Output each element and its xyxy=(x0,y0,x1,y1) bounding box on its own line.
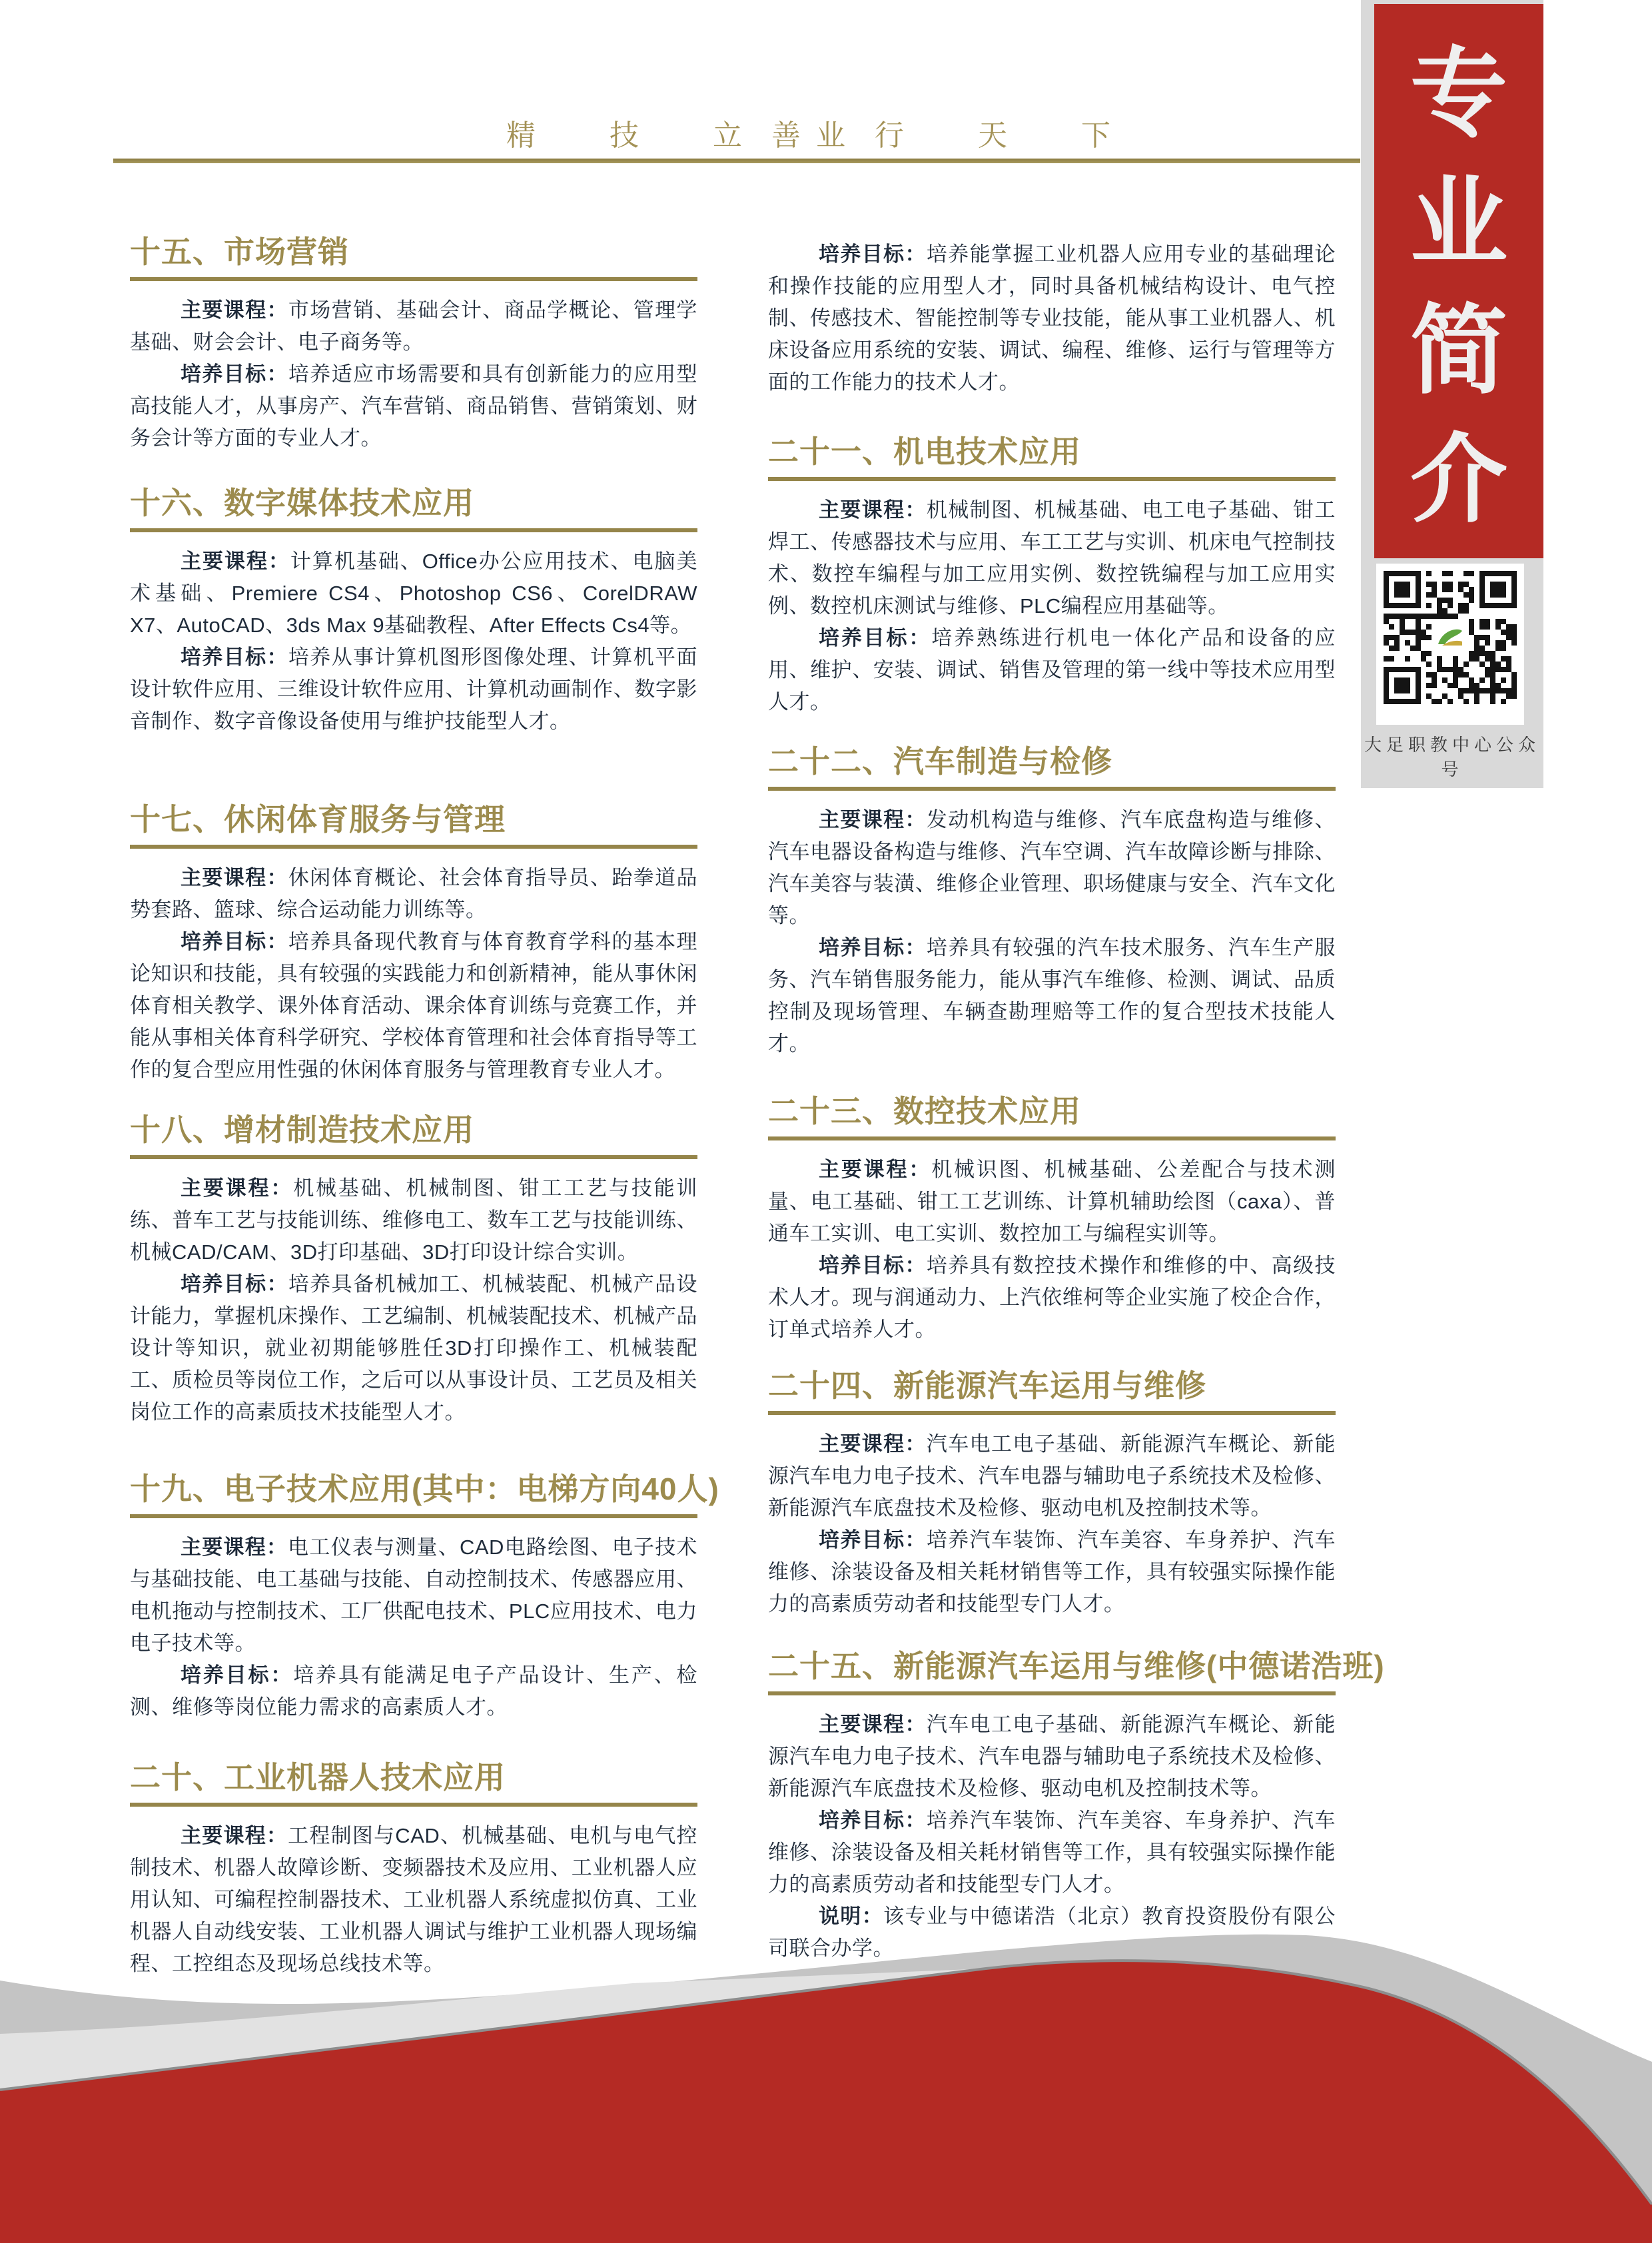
paragraph-label: 主要课程： xyxy=(181,866,288,889)
paragraph-label: 主要课程： xyxy=(819,498,927,522)
paragraph-label: 说明： xyxy=(819,1905,884,1928)
paragraph-label: 培养目标： xyxy=(819,936,927,959)
program-section xyxy=(768,238,1336,398)
paragraph: 培养目标：培养能掌握工业机器人应用专业的基础理论和操作技能的应用型人才，同时具备机械结构设计、电气控制、传感技术、智能控制等专业技能，能从事工业机器人、机床设备应用系统的安装、调试、编程、维修、运行与管理等方面的工作能力的技术人才。 xyxy=(768,242,1336,394)
paragraph: 主要课程：市场营销、基础会计、商品学概论、管理学基础、财会会计、电子商务等。 xyxy=(130,298,698,354)
section-paragraphs xyxy=(768,238,1336,398)
section-title: 十五、市场营销 xyxy=(130,234,349,269)
section-title: 十七、休闲体育服务与管理 xyxy=(130,802,506,837)
section-underline xyxy=(130,1514,697,1518)
paragraph-label: 培养目标： xyxy=(181,1272,288,1296)
program-section xyxy=(768,743,1336,1060)
paragraph-label: 培养目标： xyxy=(819,626,932,650)
program-section xyxy=(768,433,1336,718)
section-paragraphs xyxy=(130,294,697,454)
section-underline xyxy=(768,787,1336,791)
paragraph: 培养目标：培养具有数控技术操作和维修的中、高级技术人才。现与润通动力、上汽依维柯等企业实施了校企合作，订单式培养人才。 xyxy=(768,1254,1336,1341)
paragraph: 主要课程：汽车电工电子基础、新能源汽车概论、新能源汽车电力电子技术、汽车电器与辅助电子系统技术及检修、新能源汽车底盘技术及检修、驱动电机及控制技术等。 xyxy=(768,1432,1336,1520)
paragraph-label: 培养目标： xyxy=(181,646,288,669)
section-title: 二十、工业机器人技术应用 xyxy=(130,1760,506,1795)
section-underline xyxy=(768,477,1336,481)
paragraph-label: 主要课程： xyxy=(181,1824,288,1847)
paragraph: 主要课程：计算机基础、Office办公应用技术、电脑美术基础、Premiere CS4、Photoshop CS6、CorelDRAW X7、AutoCAD、3ds Max 9基础教程、After Effects Cs4等。 xyxy=(130,550,698,637)
paragraph: 主要课程：电工仪表与测量、CAD电路绘图、电子技术与基础技能、电工基础与技能、自动控制技术、传感器应用、电机拖动与控制技术、工厂供配电技术、PLC应用技术、电力电子技术等。 xyxy=(130,1536,698,1655)
qr-code-image xyxy=(1384,571,1517,704)
paragraph: 主要课程：工程制图与CAD、机械基础、电机与电气控制技术、机器人故障诊断、变频器技术及应用、工业机器人应用认知、可编程控制器技术、工业机器人系统虚拟仿真、工业机器人自动线安装、工业机器人调试与维护工业机器人现场编程、工控组态及现场总线技术等。 xyxy=(130,1824,698,1975)
paragraph: 主要课程：发动机构造与维修、汽车底盘构造与维修、汽车电器设备构造与维修、汽车空调、汽车故障诊断与排除、汽车美容与装潢、维修企业管理、职场健康与安全、汽车文化等。 xyxy=(768,808,1336,927)
section-paragraphs xyxy=(768,1428,1336,1620)
paragraph-label: 培养目标： xyxy=(819,1254,927,1277)
section-underline xyxy=(130,1803,697,1807)
paragraph: 培养目标：培养适应市场需要和具有创新能力的应用型高技能人才，从事房产、汽车营销、商品销售、营销策划、财务会计等方面的专业人才。 xyxy=(130,362,698,450)
header-motto-left: 精 技 立 业 xyxy=(506,119,879,152)
paragraph-label: 培养目标： xyxy=(181,1663,294,1687)
paragraph-label: 主要课程： xyxy=(181,1176,294,1200)
paragraph: 培养目标：培养汽车装饰、汽车美容、车身养护、汽车维修、涂装设备及相关耗材销售等工作，具有较强实际操作能力的高素质劳动者和技能型专门人才。 xyxy=(768,1528,1336,1615)
section-underline xyxy=(768,1691,1336,1695)
section-paragraphs xyxy=(768,494,1336,718)
section-paragraphs xyxy=(130,1532,697,1723)
bottom-wave-decoration xyxy=(0,1895,1652,2243)
program-section xyxy=(130,1470,719,1723)
program-section xyxy=(130,233,697,454)
section-underline xyxy=(130,1155,697,1159)
paragraph: 培养目标：培养从事计算机图形图像处理、计算机平面设计软件应用、三维设计软件应用、计算机动画制作、数字影音制作、数字音像设备使用与维护技能型人才。 xyxy=(130,646,698,733)
section-title: 二十四、新能源汽车运用与维修 xyxy=(768,1368,1206,1403)
paragraph: 主要课程：汽车电工电子基础、新能源汽车概论、新能源汽车电力电子技术、汽车电器与辅助电子系统技术及检修、新能源汽车底盘技术及检修、驱动电机及控制技术等。 xyxy=(768,1713,1336,1800)
section-paragraphs xyxy=(768,1154,1336,1346)
paragraph-label: 培养目标： xyxy=(819,242,927,266)
paragraph: 主要课程：机械基础、机械制图、钳工工艺与技能训练、普车工艺与技能训练、维修电工、数车工艺与技能训练、机械CAD/CAM、3D打印基础、3D打印设计综合实训。 xyxy=(130,1176,698,1264)
section-title: 十六、数字媒体技术应用 xyxy=(130,486,474,520)
paragraph-label: 主要课程： xyxy=(819,1158,932,1181)
sidebar-banner xyxy=(1374,4,1543,558)
sidebar-banner-title: 专业简介 xyxy=(1410,41,1507,534)
paragraph-label: 主要课程： xyxy=(819,1713,927,1736)
program-section xyxy=(768,1367,1336,1620)
section-underline xyxy=(130,845,697,849)
qr-code xyxy=(1376,564,1524,725)
section-paragraphs xyxy=(768,804,1336,1060)
paragraph: 主要课程：机械制图、机械基础、电工电子基础、钳工焊工、传感器技术与应用、车工工艺与实训、机床电气控制技术、数控车编程与加工应用实例、数控铣编程与加工应用实例、数控机床测试与维修、PLC编程应用基础等。 xyxy=(768,498,1336,618)
section-title: 二十一、机电技术应用 xyxy=(768,434,1081,469)
content-column-right xyxy=(768,0,1385,2065)
section-paragraphs xyxy=(130,546,697,737)
paragraph-label: 培养目标： xyxy=(181,362,288,386)
paragraph: 培养目标：培养具有能满足电子产品设计、生产、检测、维修等岗位能力需求的高素质人才。 xyxy=(130,1663,698,1719)
paragraph: 培养目标：培养具有较强的汽车技术服务、汽车生产服务、汽车销售服务能力，能从事汽车维修、检测、调试、品质控制及现场管理、车辆查勘理赔等工作的复合型技术技能人才。 xyxy=(768,936,1336,1055)
paragraph-label: 培养目标： xyxy=(819,1528,927,1552)
program-section xyxy=(130,801,697,1086)
section-paragraphs xyxy=(130,862,697,1086)
qr-caption: 大足职教中心公众号 xyxy=(1364,735,1540,779)
paragraph: 主要课程：休闲体育概论、社会体育指导员、跆拳道品势套路、篮球、综合运动能力训练等。 xyxy=(130,866,698,921)
section-title: 二十三、数控技术应用 xyxy=(768,1094,1081,1128)
program-section xyxy=(130,1111,697,1428)
section-underline xyxy=(130,277,697,281)
section-underline xyxy=(130,528,697,532)
paragraph-label: 主要课程： xyxy=(819,808,927,831)
paragraph-label: 培养目标： xyxy=(819,1809,927,1832)
paragraph-label: 培养目标： xyxy=(181,930,288,953)
section-title: 二十二、汽车制造与检修 xyxy=(768,744,1112,779)
section-underline xyxy=(768,1411,1336,1415)
paragraph: 说明：该专业与中德诺浩（北京）教育投资股份有限公司联合办学。 xyxy=(768,1905,1336,1960)
paragraph-label: 主要课程： xyxy=(819,1432,927,1456)
paragraph-label: 主要课程： xyxy=(181,550,290,573)
qr-logo-icon xyxy=(1433,620,1467,655)
section-underline xyxy=(768,1136,1336,1140)
paragraph: 主要课程：机械识图、机械基础、公差配合与技术测量、电工基础、钳工工艺训练、计算机辅助绘图（caxa）、普通车工实训、电工实训、数控加工与编程实训等。 xyxy=(768,1158,1336,1245)
program-section xyxy=(130,484,697,737)
section-paragraphs xyxy=(130,1172,697,1428)
paragraph: 培养目标：培养具备现代教育与体育教育学科的基本理论知识和技能，具有较强的实践能力和创新精神，能从事休闲体育相关教学、课外体育活动、课余体育训练与竞赛工作，并能从事相关体育科学研究、学校体育管理和社会体育指导等工作的复合型应用性强的休闲体育服务与管理教育专业人才。 xyxy=(130,930,698,1081)
paragraph-label: 主要课程： xyxy=(181,298,288,322)
header-motto-right: 善 行 天 下 xyxy=(771,119,1144,152)
program-section xyxy=(768,1093,1336,1346)
section-title: 十九、电子技术应用(其中：电梯方向40人) xyxy=(130,1472,719,1506)
paragraph: 培养目标：培养汽车装饰、汽车美容、车身养护、汽车维修、涂装设备及相关耗材销售等工作，具有较强实际操作能力的高素质劳动者和技能型专门人才。 xyxy=(768,1809,1336,1896)
section-title: 二十五、新能源汽车运用与维修(中德诺浩班) xyxy=(768,1649,1385,1683)
paragraph: 培养目标：培养熟练进行机电一体化产品和设备的应用、维护、安装、调试、销售及管理的第一线中等技术应用型人才。 xyxy=(768,626,1336,713)
content-column-left xyxy=(130,0,719,2065)
wave-red xyxy=(0,1961,1652,2243)
paragraph-label: 主要课程： xyxy=(181,1536,288,1559)
paragraph: 培养目标：培养具备机械加工、机械装配、机械产品设计能力，掌握机床操作、工艺编制、机械装配技术、机械产品设计等知识，就业初期能够胜任3D打印操作工、机械装配工、质检员等岗位工作，之后可以从事设计员、工艺员及相关岗位工作的高素质技术技能型人才。 xyxy=(130,1272,698,1424)
section-title: 十八、增材制造技术应用 xyxy=(130,1113,474,1147)
